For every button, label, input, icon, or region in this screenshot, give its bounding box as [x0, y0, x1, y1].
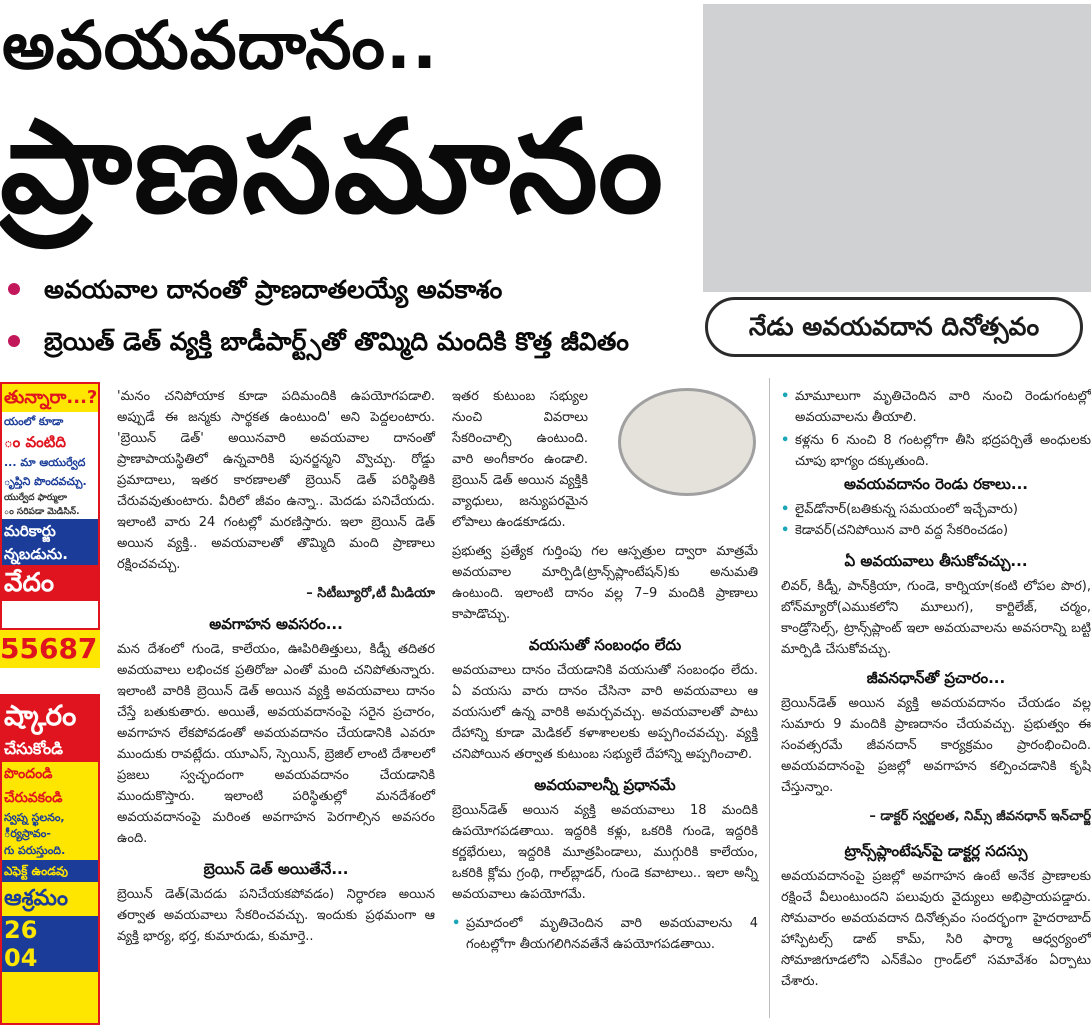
subheading: ట్రాన్స్‌ప్లాంటేషన్‌పై డాక్టర్ల సదస్సు — [844, 842, 1028, 860]
ad-line: స్వప్న స్ఖలనం, — [4, 811, 65, 824]
ad-line: చేసుకోండి — [2, 736, 98, 762]
bullet-dot-icon — [8, 335, 20, 347]
surgery-photo — [703, 4, 1091, 292]
list-item: • ప్రమాదంలో మృతిచెందిన వారి అవయవాలను 4 గంటల్లోగా తీయగలిగినవతేనే ఉపయోగపడతాయి. — [452, 913, 758, 955]
ad-line: ఎఫెక్ట్ ఉండవు — [2, 860, 98, 882]
ad-block-top — [0, 382, 100, 630]
ad-line: తున్నారా...? — [2, 384, 98, 412]
ad-line: ృప్తిని పొందవచ్చు. — [4, 475, 87, 488]
highlight-item — [0, 264, 700, 316]
headline-line1: అవయవదానం.. — [2, 7, 439, 84]
paragraph: బ్రెయిన్ డెత్(మెదడు పనిచేయకపోవడం) నిర్ధారణ అయిన తర్వాత అవయవాలు సేకరించవచ్చు. ఇందుకు ప్రథమంగా ఆ వ్యక్తి భార్య, భర్త, కుమారుడు, కుమార్తె.. — [117, 887, 435, 944]
ad-line: 26 — [2, 916, 98, 944]
ad-line: ... మా ఆయుర్వేద — [4, 456, 86, 469]
byline: – డాక్టర్ స్వర్ణలత, నిమ్స్ జీవనధాన్ ఇన్‌చార్జ్ — [869, 809, 1091, 824]
ad-line: పొందండి — [4, 766, 53, 782]
paragraph: లివర్, కిడ్నీ, పాన్‌క్రియా, గుండె, కార్నియా(కంటి లోపల పొర), బోన్‌మ్యారో(ఎముకలోని మూలుగ), కార్టిలేజ్, చర్మం, కాండ్రోసెల్స్, ట్రాన్స్‌ప్లాంట్ ఇలా అవయవాలను అవసరాన్ని బట్టి మార్పిడి చేసుకోవచ్చు. — [781, 579, 1091, 657]
subheading: ఏ అవయవాలు తీసుకోవచ్చు... — [844, 552, 1028, 570]
ad-block-bottom — [0, 694, 100, 1025]
paragraph: బ్రెయిన్‌డెత్ అయిన వ్యక్తి అవయవదానం చేయడం వల్ల సుమారు 9 మందికి ప్రాణదానం చేయవచ్చు. ప్రభుత్వం ఈ సంవత్సరమే జీవనదాన్ కార్యక్రమం ప్రారంభించింది. అవయవదానంపై ప్రజల్లో అవగాహన కల్పించడానికి కృషి చేస్తున్నాం. — [781, 696, 1091, 795]
ad-line: వేదం — [2, 565, 98, 601]
list-item: • మామూలుగా మృతిచెందిన వారి నుంచి రెండుగంటల్లో అవయవాలను తీయాలి. — [781, 386, 1091, 428]
paragraph: ఇతర కుటుంబ సభ్యుల నుంచి వివరాలు సేకరించాల్సి ఉంటుంది. వారి అంగీకారం ఉండాలి. బ్రెయిన్ డెత్ అయిన వ్యక్తికి వ్యాధులు, జన్యుపరమైన లోపాలు ఉండకూడదు. — [452, 389, 588, 530]
ad-line: 04 — [2, 944, 98, 972]
paragraph: ప్రభుత్వ ప్రత్యేక గుర్తింపు గల ఆస్పత్రుల ద్వారా మాత్రమే అవయవాల మార్పిడి(ట్రాన్స్‌ప్లాంటేషన్)కు అనుమతి ఉంటుంది. ఇలాంటి దానం వల్ల 7–9 మందికి ప్రాణాలు కాపాడొచ్చు. — [452, 544, 758, 622]
ad-phone: 55687 — [0, 630, 100, 668]
paragraph: మన దేశంలో గుండె, కాలేయం, ఊపిరితిత్తులు, కిడ్నీ తదితర అవయవాలు లభించక ప్రతిరోజు ఎంతో మంది చనిపోతున్నారు. ఇలాంటి వారికి బ్రెయిన్ డెత్ అయిన వ్యక్తి అవయవాలు దానం చేస్తే బతుకుతారు. అయితే, అవయవదానంపై సరైన ప్రచారం, అవగాహన లేకపోవడంతో అవయవదానం చేయడానికి ఎవరూ ముందుకు రావట్లేదు. యూఎస్, స్పెయిన్, బ్రెజిల్ లాంటి దేశాలలో ప్రజలు స్వచ్ఛందంగా అవయవదానం చేయడానికి ముందుకొస్తారు. ఇలాంటి పరిస్థితుల్లో మనదేశంలో అవయవదానంపై మరింత అవగాహన పెరగాల్సిన అవసరం ఉంది. — [117, 642, 435, 846]
paragraph: అవయవాలు దానం చేయడానికి వయసుతో సంబంధం లేదు. ఏ వయసు వారు దానం చేసినా వారి అవయవాలు ఆ వయసులో ఉన్న వారికి అమర్చవచ్చు. అవయవాలతో పాటు దేహాన్ని కూడా మెడికల్ కళాశాలలకు అప్పగించవచ్చు. వ్యక్తి చనిపోయిన తర్వాత కుటుంబ సభ్యులే దేహాన్ని అప్పగించాలి. — [452, 663, 758, 762]
subheading: వయసుతో సంబంధం లేదు — [528, 636, 682, 654]
highlights — [0, 264, 700, 368]
list-item: • కెడావర్(చనిపోయిన వారి వద్ద సేకరించడం) — [781, 520, 1091, 541]
list-item: • లైవ్‌డోనార్(బతికున్న సమయంలో ఇచ్చేవారు) — [781, 499, 1091, 520]
article-column-2 — [452, 386, 758, 963]
ad-line: ఆశ్రమం — [4, 886, 69, 911]
ad-line: మరికార్జు — [2, 519, 98, 543]
ad-line: ష్కారం — [2, 696, 98, 736]
highlight-text: అవయవాల దానంతో ప్రాణదాతలయ్యే అవకాశం — [44, 275, 503, 304]
subheading: అవగాహన అవసరం... — [209, 615, 343, 633]
ad-line: చేరువకండి — [4, 790, 63, 806]
subheading: అవయవాలన్నీ ప్రధానమే — [534, 776, 676, 794]
paragraph: 'మనం చనిపోయాక కూడా పదిమందికి ఉపయోగపడాలి. అప్పుడే ఈ జన్మకు సార్థకత ఉంటుంది' అని పెద్దలంటారు. 'బ్రెయిన్ డెత్' అయినవారి అవయవాల దానంతో ప్రాణాపాయస్థితిలో ఉన్నవారికి పునర్జన్మని వ్వొచ్చు. రోడ్డు ప్రమాదాలు, ఇతర కారణాలతో బ్రెయిన్ డెత్ పరిస్థితికి చేరువవుతుంటారు. వీరిలో జీవం ఉన్నా.. మెదడు పనిచేయదు. ఇలాంటి వారు 24 గంటల్లో మరణిస్తారు. ఇలా బ్రెయిన్ డెత్ అయిన వ్యక్తి.. అవయవాలతో తొమ్మిది మంది ప్రాణాలు రక్షించవచ్చు. — [117, 389, 435, 572]
highlight-item — [0, 316, 700, 368]
paragraph: బ్రెయిన్‌డెత్ అయిన వ్యక్తి అవయవాలు 18 మందికి ఉపయోగపడతాయి. ఇద్దరికి కళ్లు, ఒకరికి గుండె, ఇద్దరికి కర్ణభేరులు, ఇద్దరికి మూత్రపిండాలు, ముగ్గురికి కాలేయం, ఒకరికి క్లోమ గ్రంథి, గాల్‌బ్లాడర్, గుండె కవాటాలు.. ఇలా అన్నీ అవయవాలు ఉపయోగమే. — [452, 803, 758, 902]
highlight-text: బ్రెయిత్ డెత్ వ్యక్తి బాడీపార్ట్స్‌తో తొమ్మిది మందికి కొత్త జీవితం — [44, 327, 629, 356]
byline: – సిటీబ్యూరో,టీ మీడియా — [306, 586, 435, 601]
headline-line2: ప్రాణసమానం — [0, 93, 665, 242]
ad-line: ీర్యస్రావం- — [4, 827, 51, 840]
ad-line: గు పరుస్తుంది. — [4, 844, 66, 857]
bullet-dot-icon — [8, 283, 20, 295]
article-column-1 — [117, 386, 435, 955]
column-divider — [769, 378, 770, 1018]
ad-line: యంలో కూడా — [4, 415, 64, 428]
paragraph: అవయవదానంపై ప్రజల్లో అవగాహన ఉంటే అనేక ప్రాణాలకు రక్షించే వీలుంటుందని పలువురు వైద్యులు అభిప్రాయపడ్డారు. సోమవారం అవయవదాన దినోత్సవం సందర్భంగా హైదరాబాద్ హాస్పిటల్స్ డాట్ కామ్, సిరి ఫార్మా ఆధ్వర్యంలో సోమాజిగూడలోని ఎన్‌కేఎం గ్రాండ్‌లో సమావేశం ఏర్పాటు చేశారు. — [781, 869, 1091, 989]
ad-line: న్నబడును. — [2, 543, 98, 565]
ad-line: యుర్వేద ఫార్ములా — [4, 493, 67, 503]
article-column-3 — [781, 386, 1091, 1000]
subheading: జీవనధాన్‌తో ప్రచారం... — [866, 669, 1006, 687]
event-badge: నేడు అవయవదాన దినోత్సవం — [705, 297, 1083, 357]
list-item: • కళ్లను 6 నుంచి 8 గంటల్లోగా తీసి భద్రపర్చితే అంధులకు చూపు భాగ్యం దక్కుతుంది. — [781, 430, 1091, 472]
side-advertisement — [0, 376, 100, 1025]
ad-line: ం సరిపడా మెడిసిన్. — [4, 507, 80, 517]
subheading: అవయవదానం రెండు రకాలు... — [844, 475, 1028, 493]
ad-line: ం వంటిది — [4, 433, 66, 451]
subheading: బ్రెయిన్ డెత్ అయితేనే... — [203, 860, 349, 878]
